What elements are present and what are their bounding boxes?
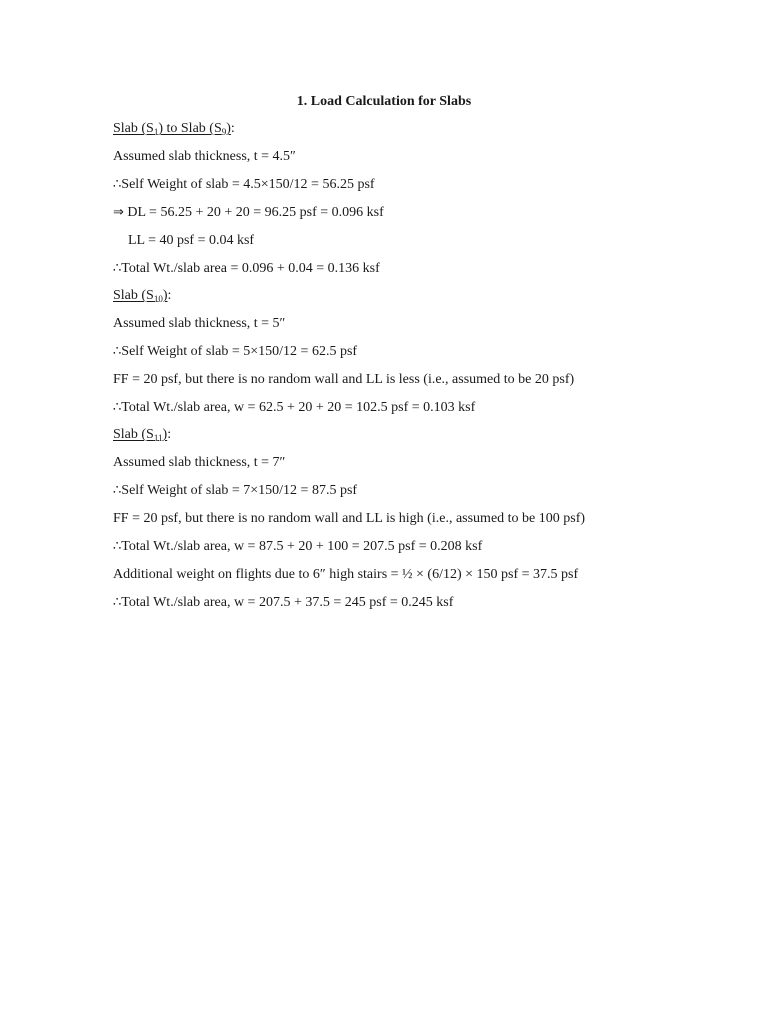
text-line: FF = 20 psf, but there is no random wall and LL is less (i.e., assumed to be 20 psf) xyxy=(113,372,575,387)
text-line: ∴Total Wt./slab area, w = 207.5 + 37.5 = 245 psf = 0.245 ksf xyxy=(113,595,454,610)
text-line: ∴Total Wt./slab area = 0.096 + 0.04 = 0.136 ksf xyxy=(113,261,380,276)
section-heading-s10: Slab $(S_{10})$: xyxy=(113,288,172,304)
text-line: Assumed slab thickness, t = 7″ xyxy=(113,455,286,470)
therefore-symbol: ∴ xyxy=(113,261,122,276)
therefore-symbol: ∴ xyxy=(113,400,122,415)
therefore-symbol: ∴ xyxy=(113,177,122,192)
text-line: Additional weight on flights due to 6″ high stairs = ½ × (6/12) × 150 psf = 37.5 psf xyxy=(113,567,579,582)
text-line: ∴Self Weight of slab = 5×150/12 = 62.5 psf xyxy=(113,344,358,359)
text-line: Assumed slab thickness, t = 5″ xyxy=(113,316,286,331)
therefore-symbol: ∴ xyxy=(113,595,122,610)
implies-symbol: ⇒ xyxy=(113,205,124,220)
text-line: ∴Total Wt./slab area, w = 87.5 + 20 + 100 = 207.5 psf = 0.208 ksf xyxy=(113,539,483,554)
therefore-symbol: ∴ xyxy=(113,483,122,498)
page-title: 1. Load Calculation for Slabs xyxy=(296,94,472,109)
therefore-symbol: ∴ xyxy=(113,539,122,554)
text-line: ∴Self Weight of slab = 7×150/12 = 87.5 psf xyxy=(113,483,358,498)
text-line: Assumed slab thickness, t = 4.5″ xyxy=(113,149,296,164)
section-heading-s1-s9: Slab $(S_1)$ to Slab $(S_9)$: xyxy=(113,121,235,137)
text-line: ∴Total Wt./slab area, w = 62.5 + 20 + 20 = 102.5 psf = 0.103 ksf xyxy=(113,400,476,415)
section-heading-s11: Slab $(S_{11})$: xyxy=(113,427,172,443)
therefore-symbol: ∴ xyxy=(113,344,122,359)
text-line: LL = 40 psf = 0.04 ksf xyxy=(128,233,255,248)
text-line: ∴Self Weight of slab = 4.5×150/12 = 56.25 psf xyxy=(113,177,375,192)
text-line: ⇒ DL = 56.25 + 20 + 20 = 96.25 psf = 0.096 ksf xyxy=(113,205,384,220)
text-line: FF = 20 psf, but there is no random wall and LL is high (i.e., assumed to be 100 psf) xyxy=(113,511,586,526)
